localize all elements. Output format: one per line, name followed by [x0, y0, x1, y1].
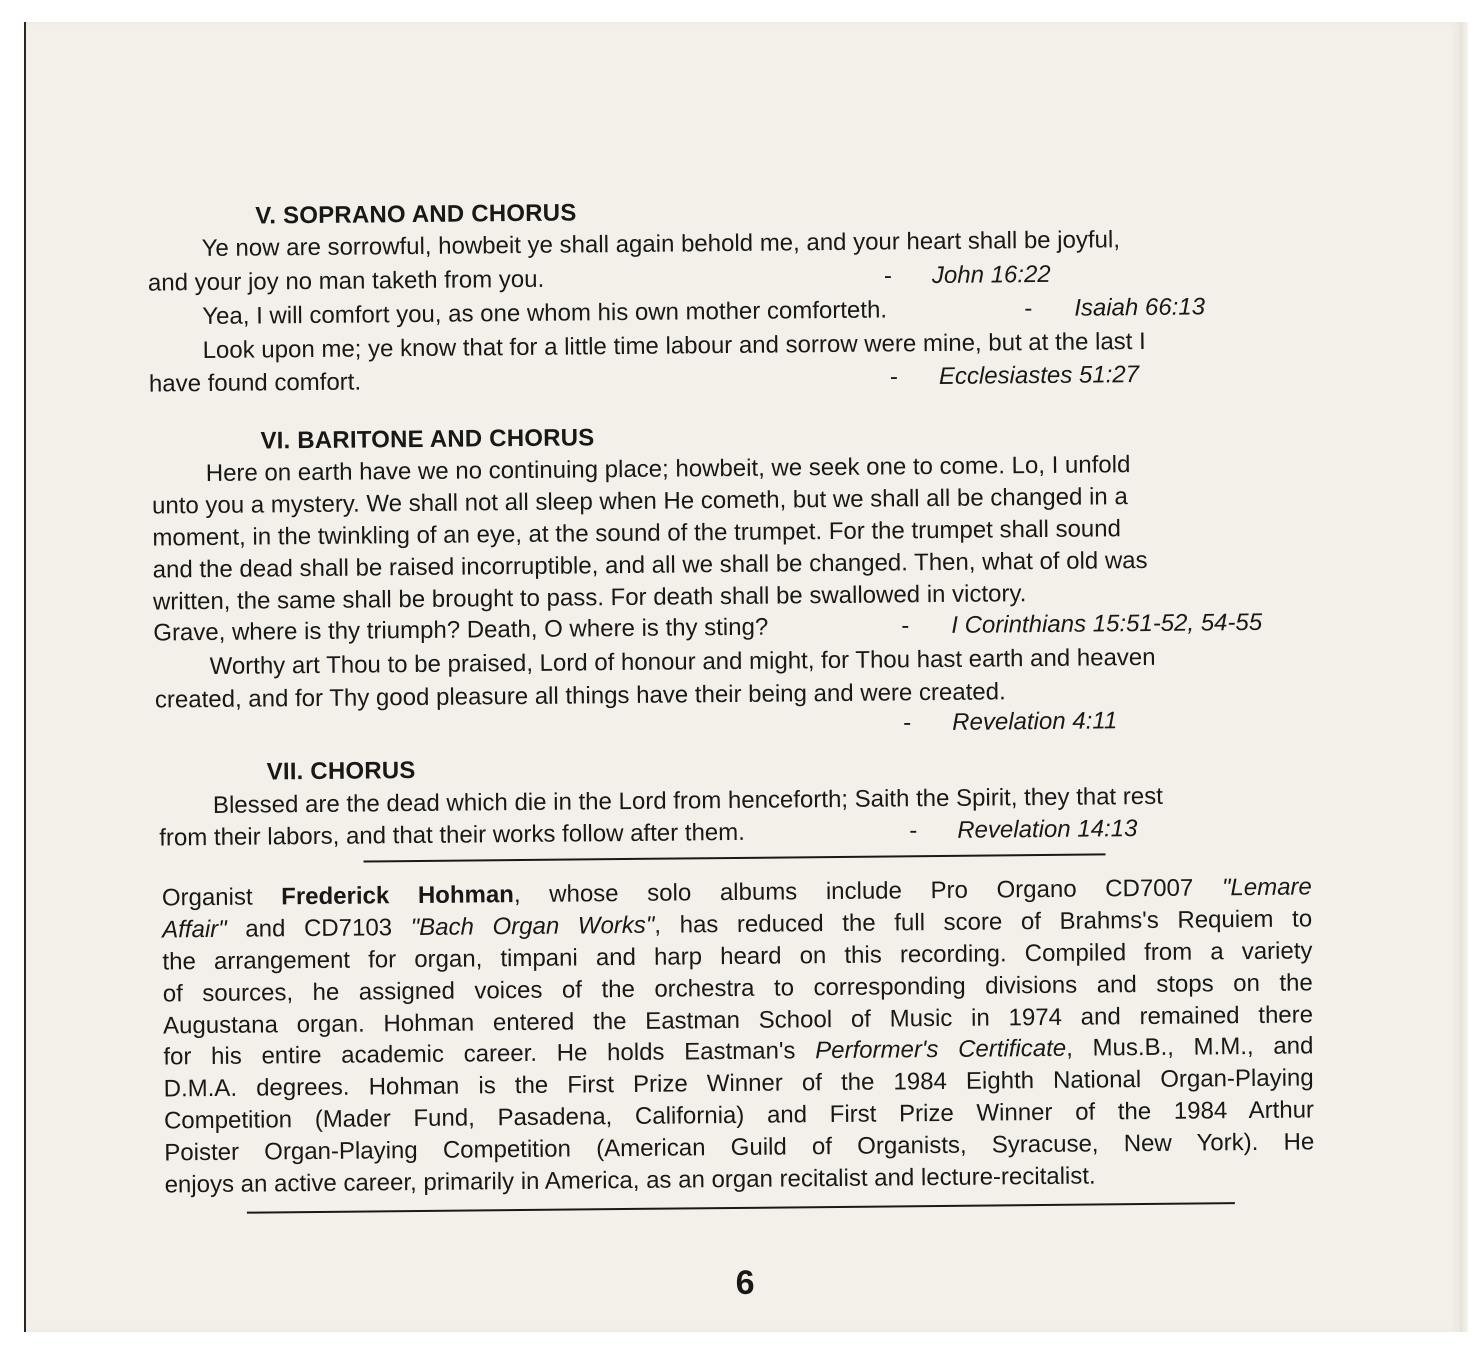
album-title: "Lemare: [1221, 873, 1312, 902]
bio-line-8: Competition (Mader Fund, Pasadena, California) and First Prize Winner of the 1984 Arthur: [163, 1096, 1315, 1135]
section-vii-line-1: Blessed are the dead which die in the Lord from henceforth; Saith the Spirit, they that rest: [212, 782, 1163, 819]
bio-text: , has reduced the full score of Brahms's Requiem to: [654, 905, 1313, 939]
album-title: Affair": [162, 915, 227, 944]
ref-dash: -: [901, 612, 910, 640]
section-vi-line-2: unto you a mystery. We shall not all sleep when He cometh, but we shall all be changed in a: [151, 483, 1128, 520]
section-vi-ref-1: I Corinthians 15:51-52, 54-55: [951, 608, 1263, 639]
section-vi-line-4: and the dead shall be raised incorruptible, and all we shall be changed. Then, what of old was: [152, 546, 1148, 584]
section-vi-line-7: Worthy art Thou to be praised, Lord of honour and might, for Thou hast earth and heaven: [209, 643, 1156, 680]
bio-text: and CD7103: [226, 914, 411, 943]
section-vi-line-1: Here on earth have we no continuing place; howbeit, we seek one to come. Lo, I unfold: [205, 451, 1131, 488]
bio-line-3: the arrangement for organ, timpani and harp heard on this recording. Compiled from a variety: [162, 937, 1313, 976]
ref-dash: -: [883, 262, 893, 290]
section-v-line-3: Yea, I will comfort you, as one whom his own mother comforteth.: [202, 296, 888, 331]
section-vi-line-5: written, the same shall be brought to pass. For death shall be swallowed in victory.: [152, 580, 1027, 616]
section-v-ref-1: John 16:22: [931, 260, 1051, 290]
ref-dash: -: [903, 709, 912, 737]
section-v-ref-3: Ecclesiastes 51:27: [938, 361, 1140, 390]
bio-text: , Mus.B., M.M., and: [1066, 1032, 1314, 1062]
section-vi-line-8: created, and for Thy good pleasure all things have their being and were created.: [154, 678, 1006, 714]
certificate-title: Performer's Certificate: [815, 1034, 1067, 1065]
bio-line-9: Poister Organ-Playing Competition (American Guild of Organists, Syracuse, New York). He: [164, 1128, 1315, 1167]
section-v-line-2: and your joy no man taketh from you.: [147, 265, 545, 297]
section-v-ref-2: Isaiah 66:13: [1074, 293, 1206, 322]
bio-text: for his entire academic career. He holds Eastman's: [163, 1037, 816, 1071]
bio-text: Organist: [161, 883, 282, 912]
section-v-line-5: have found comfort.: [148, 368, 362, 398]
bio-line-5: Augustana organ. Hohman entered the Eastman School of Music in 1974 and remained there: [162, 1001, 1314, 1040]
bio-line-7: D.M.A. degrees. Hohman is the First Prize Winner of the 1984 Eighth National Organ-Playing: [163, 1064, 1314, 1103]
page-number: 6: [735, 1263, 755, 1302]
section-vi-heading: VI. BARITONE AND CHORUS: [260, 424, 595, 455]
section-vii-ref-1: Revelation 14:13: [957, 815, 1138, 844]
divider-rule-top: [364, 853, 1106, 862]
ref-dash: -: [1024, 295, 1033, 323]
bio-line-4: of sources, he assigned voices of the orchestra to corresponding divisions and stops on the: [162, 969, 1313, 1008]
section-vi-ref-2: Revelation 4:11: [952, 707, 1118, 736]
section-vii-heading: VII. CHORUS: [266, 757, 416, 786]
section-v-line-4: Look upon me; ye know that for a little time labour and sorrow were mine, but at the last I: [202, 327, 1146, 365]
section-vii-line-2: from their labors, and that their works follow after them.: [159, 818, 745, 852]
section-v-line-1: Ye now are sorrowful, howbeit ye shall again behold me, and your heart shall be joyful,: [201, 226, 1121, 263]
album-title: "Bach Organ Works": [410, 911, 655, 942]
divider-rule-bottom: [247, 1202, 1235, 1213]
section-v-heading: V. SOPRANO AND CHORUS: [255, 199, 577, 230]
section-vi-line-3: moment, in the twinkling of an eye, at the sound of the trumpet. For the trumpet shall sound: [152, 515, 1122, 552]
section-vi-line-6: Grave, where is thy triumph? Death, O where is thy sting?: [153, 613, 769, 647]
bio-line-10: enjoys an active career, primarily in America, as an organ recitalist and lecture-recitalist.: [164, 1162, 1096, 1199]
bio-text: , whose solo albums include Pro Organo CD7007: [513, 874, 1223, 909]
ref-dash: -: [889, 363, 899, 391]
ref-dash: -: [909, 817, 918, 845]
organist-name: Frederick Hohman: [281, 881, 515, 911]
